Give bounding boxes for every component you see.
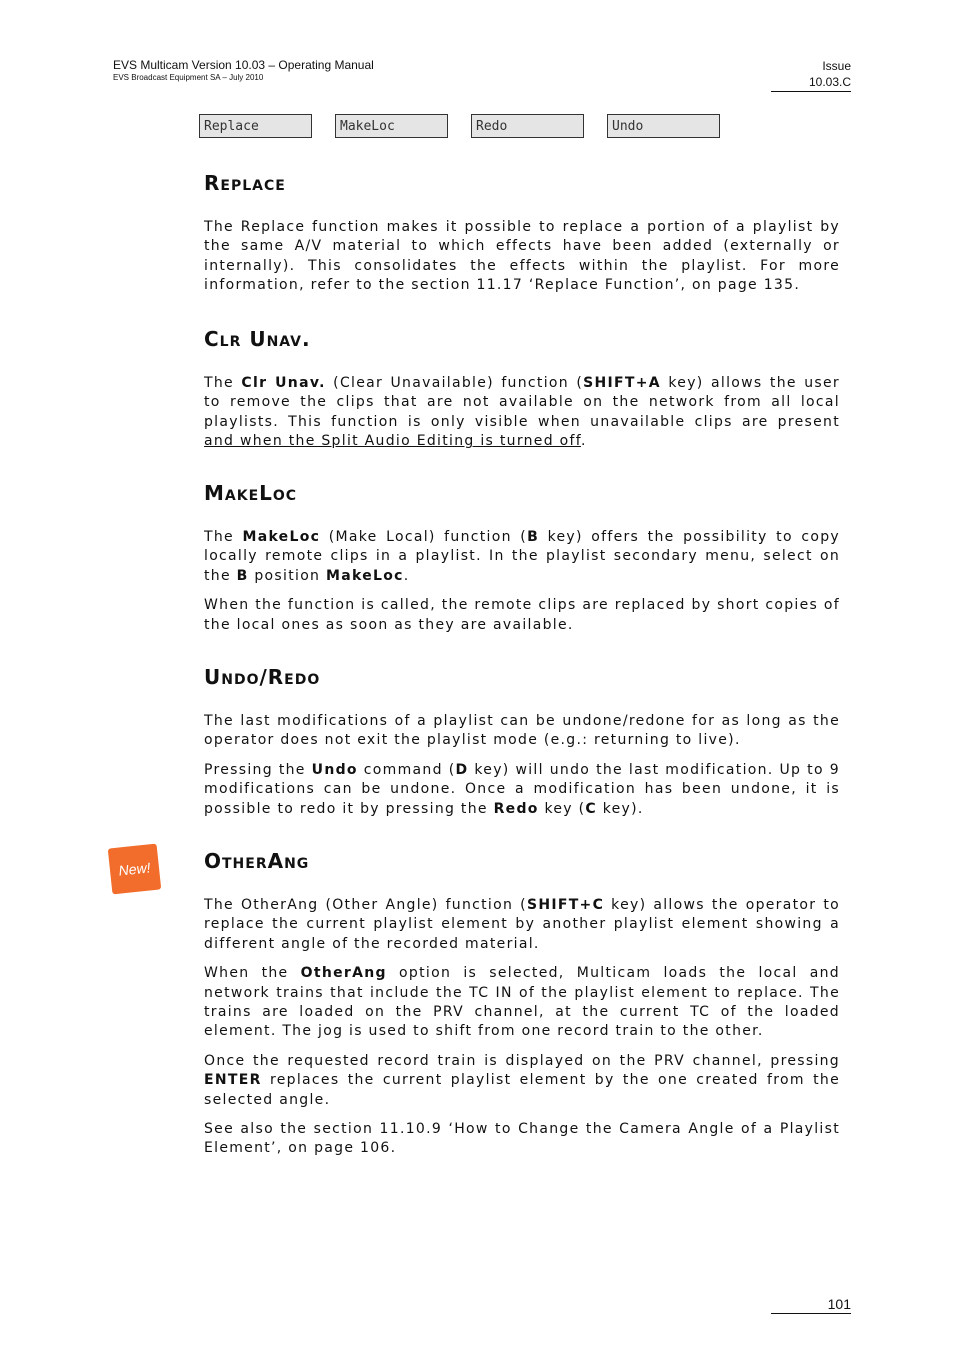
- otherang-paragraph-4: See also the section 11.10.9 ‘How to Change the Camera Angle of a Playlist Element’, on page 106.: [204, 1121, 840, 1157]
- key-redo: Redo: [471, 114, 584, 138]
- section-undo-redo: [204, 662, 840, 819]
- new-badge-icon: [108, 844, 162, 895]
- heading-clr-unav: Clr Unav.: [204, 327, 311, 351]
- page-header-left: [113, 58, 374, 83]
- section-clr-unav: [204, 324, 840, 452]
- heading-makeloc: MakeLoc: [204, 481, 298, 505]
- otherang-paragraph-2: When the OtherAng option is selected, Multicam loads the local and network trains that include the TC IN of the playlist element to replace. The trains are loaded on the PRV channel, at the current TC of the loaded element. The jog is used to shift from one record train to the other.: [204, 965, 840, 1040]
- key-undo: Undo: [607, 114, 720, 138]
- key-replace: Replace: [199, 114, 312, 138]
- issue-number: 10.03.C: [808, 75, 851, 89]
- page-header-right: [771, 58, 851, 92]
- section-makeloc: [204, 478, 840, 635]
- new-badge-label: New!: [117, 859, 152, 879]
- otherang-paragraph-3: Once the requested record train is displayed on the PRV channel, pressing ENTER replaces the current playlist element by the one created from the selected angle.: [204, 1052, 840, 1108]
- otherang-paragraph-1: The OtherAng (Other Angle) function (SHIFT+C key) allows the operator to replace the current playlist element by another playlist element showing a different angle of the recorded material.: [204, 897, 840, 952]
- heading-undo-redo: Undo/Redo: [204, 665, 321, 689]
- clr-unav-paragraph: The Clr Unav. (Clear Unavailable) function (SHIFT+A key) allows the user to remove the clips that are not available on the network from all local playlists. This function is only visible when unavailable clips are present and when the Split Audio Editing is turned off.: [204, 375, 840, 450]
- page-number: 101: [771, 1295, 851, 1314]
- undo-redo-paragraph-1: The last modifications of a playlist can be undone/redone for as long as the operator does not exit the playlist mode (e.g.: returning to live).: [204, 713, 840, 749]
- undo-redo-paragraph-2: Pressing the Undo command (D key) will undo the last modification. Up to 9 modifications can be undone. Once a modification has been undone, it is possible to redo it by pressing the Redo key (C key).: [204, 761, 840, 817]
- manual-title: EVS Multicam Version 10.03 – Operating Manual: [113, 58, 374, 72]
- heading-replace: Replace: [204, 171, 286, 195]
- publisher-line: EVS Broadcast Equipment SA – July 2010: [113, 73, 264, 82]
- replace-paragraph: The Replace function makes it possible to replace a portion of a playlist by the same A/V material to which effects have been added (externally or internally). This consolidates the effects within the playlist. For more information, refer to the section 11.17 ‘Replace Function’, on page 135.: [204, 219, 840, 294]
- heading-otherang: OtherAng: [204, 849, 310, 873]
- makeloc-paragraph-2: When the function is called, the remote clips are replaced by short copies of the local ones as soon as they are available.: [204, 597, 840, 633]
- key-makeloc: MakeLoc: [335, 114, 448, 138]
- section-replace: [204, 168, 840, 296]
- issue-label: Issue: [822, 59, 851, 73]
- section-otherang: [204, 846, 840, 1159]
- makeloc-paragraph-1: The MakeLoc (Make Local) function (B key) offers the possibility to copy locally remote clips in a playlist. In the playlist secondary menu, select on the B position MakeLoc.: [204, 529, 840, 584]
